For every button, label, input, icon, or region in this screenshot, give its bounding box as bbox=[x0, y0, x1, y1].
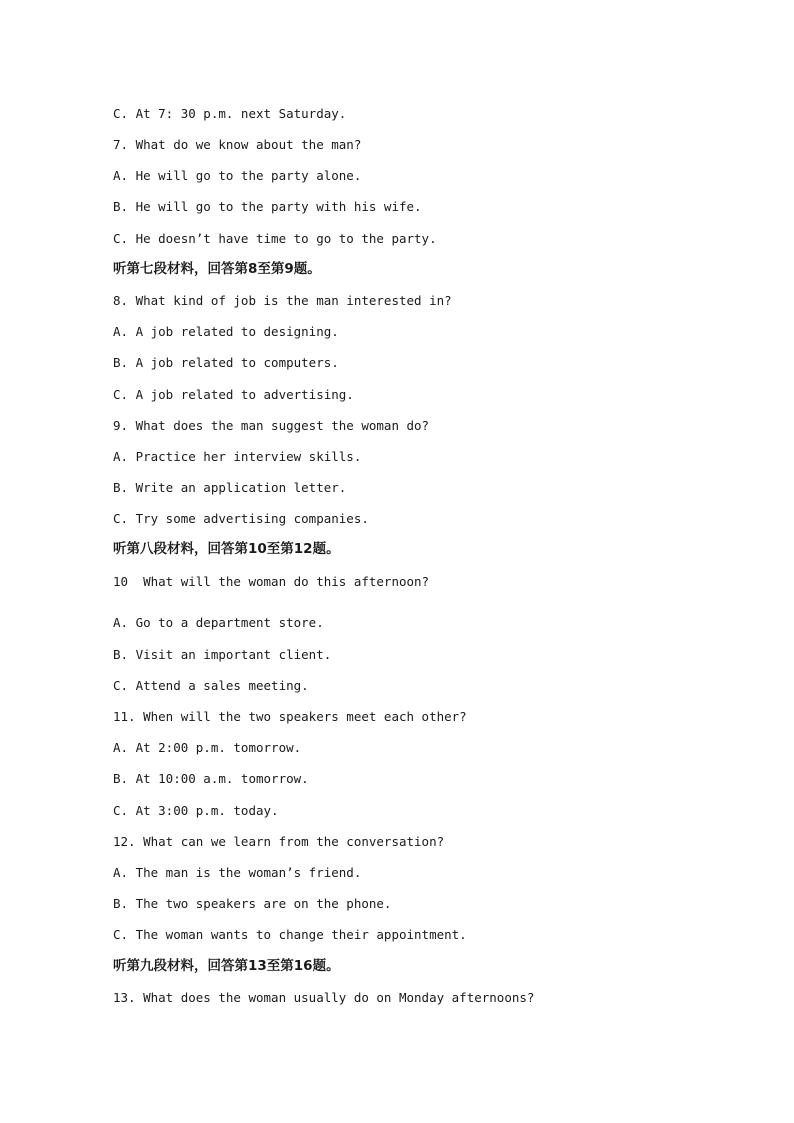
option-10c: C. Attend a sales meeting. bbox=[113, 678, 309, 693]
option-9c: C. Try some advertising companies. bbox=[113, 511, 369, 526]
section-heading-8: 听第八段材料，回答第10至第12题。 bbox=[113, 541, 340, 557]
section-heading-7: 听第七段材料，回答第8至第9题。 bbox=[113, 261, 321, 277]
option-9a: A. Practice her interview skills. bbox=[113, 449, 362, 464]
option-10b: B. Visit an important client. bbox=[113, 647, 332, 662]
option-8c: C. A job related to advertising. bbox=[113, 387, 354, 402]
option-12b: B. The two speakers are on the phone. bbox=[113, 896, 392, 911]
option-12c: C. The woman wants to change their appointment. bbox=[113, 927, 467, 942]
question-13: 13. What does the woman usually do on Monday afternoons? bbox=[113, 990, 535, 1005]
question-11: 11. When will the two speakers meet each other? bbox=[113, 709, 467, 724]
option-7c: C. He doesn’t have time to go to the party. bbox=[113, 231, 437, 246]
option-6c: C. At 7: 30 p.m. next Saturday. bbox=[113, 106, 347, 121]
option-7b: B. He will go to the party with his wife. bbox=[113, 199, 422, 214]
option-12a: A. The man is the woman’s friend. bbox=[113, 865, 362, 880]
question-8: 8. What kind of job is the man interested in? bbox=[113, 293, 452, 308]
section-heading-9: 听第九段材料，回答第13至第16题。 bbox=[113, 958, 340, 974]
option-7a: A. He will go to the party alone. bbox=[113, 168, 362, 183]
option-11a: A. At 2:00 p.m. tomorrow. bbox=[113, 740, 302, 755]
option-8b: B. A job related to computers. bbox=[113, 355, 339, 370]
option-8a: A. A job related to designing. bbox=[113, 324, 339, 339]
question-7: 7. What do we know about the man? bbox=[113, 137, 362, 152]
option-11c: C. At 3:00 p.m. today. bbox=[113, 803, 279, 818]
question-9: 9. What does the man suggest the woman do? bbox=[113, 418, 430, 433]
question-10: 10 What will the woman do this afternoon? bbox=[113, 574, 430, 589]
option-11b: B. At 10:00 a.m. tomorrow. bbox=[113, 771, 309, 786]
option-9b: B. Write an application letter. bbox=[113, 480, 347, 495]
question-12: 12. What can we learn from the conversation? bbox=[113, 834, 445, 849]
option-10a: A. Go to a department store. bbox=[113, 615, 324, 630]
